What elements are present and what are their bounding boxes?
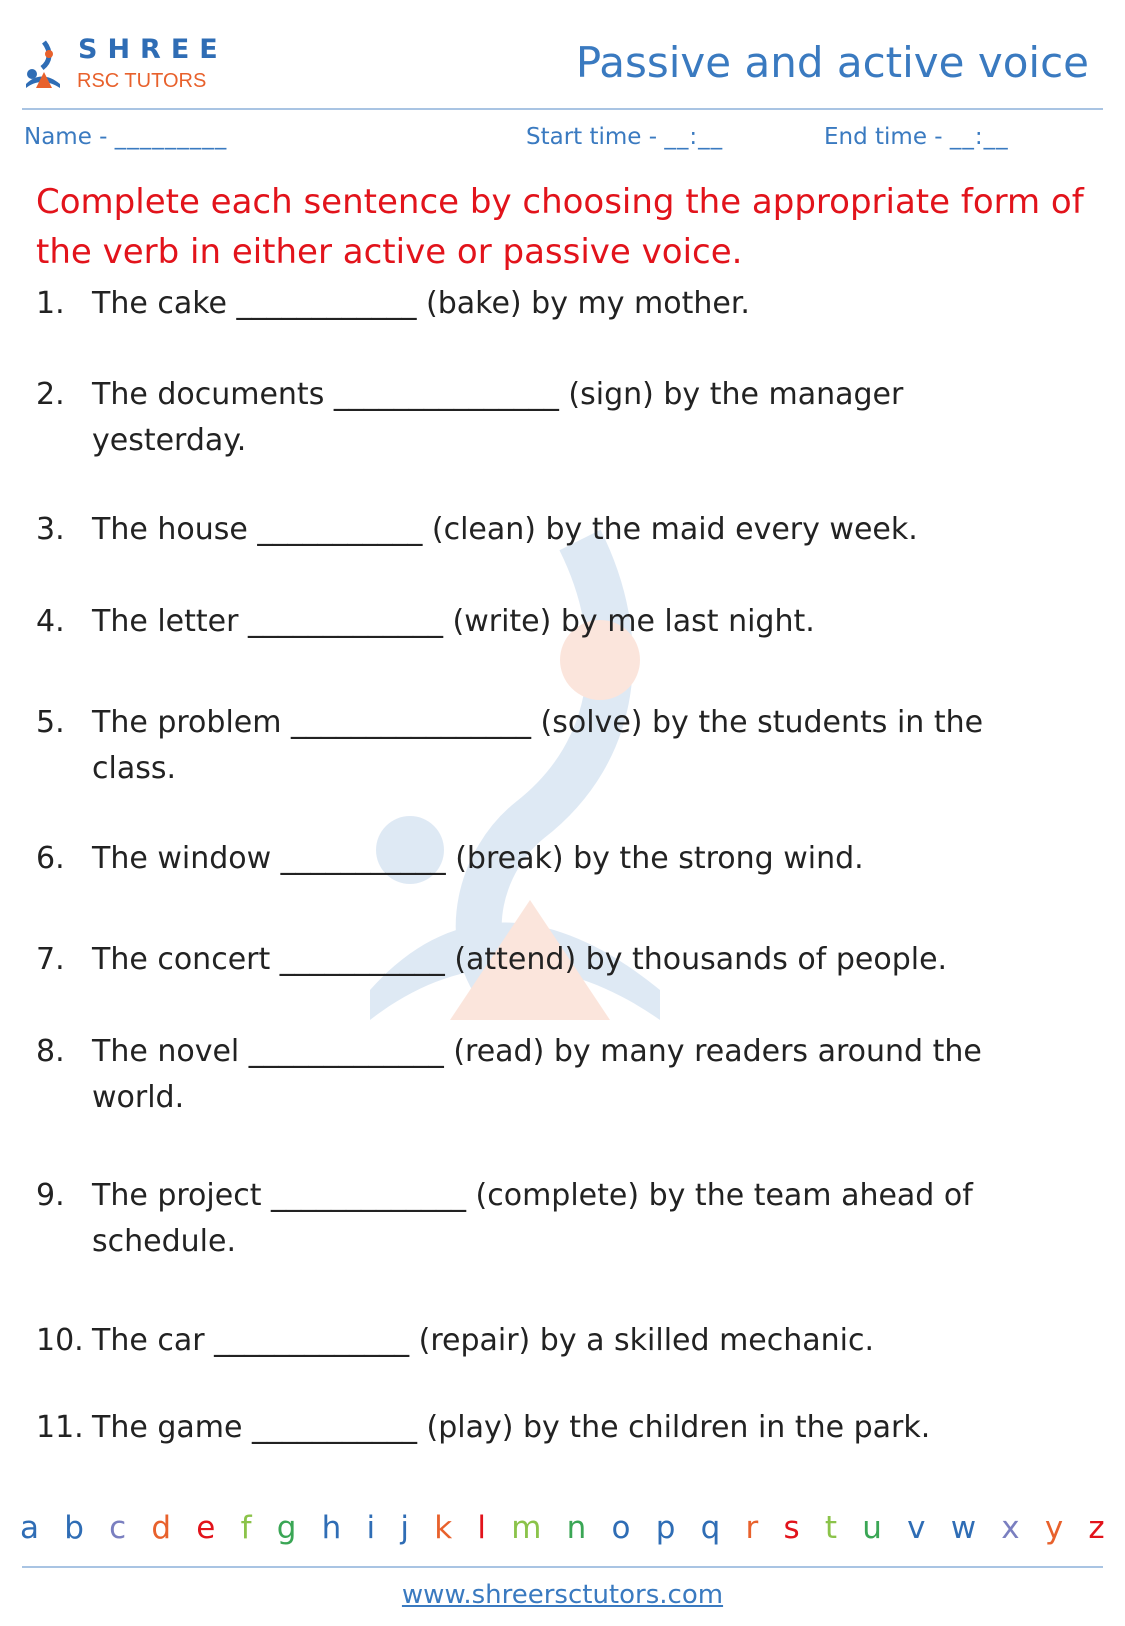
alphabet-letter-v: v: [907, 1510, 926, 1546]
name-field[interactable]: [24, 124, 227, 150]
question-text-continued: class.: [92, 751, 177, 786]
alphabet-letter-k: k: [434, 1510, 453, 1546]
alphabet-letter-p: p: [655, 1510, 676, 1546]
alphabet-letter-o: o: [611, 1510, 631, 1546]
alphabet-letter-s: s: [783, 1510, 800, 1546]
alphabet-letter-b: b: [64, 1510, 84, 1546]
alphabet-letter-w: w: [950, 1510, 977, 1546]
question-5: [36, 700, 1086, 792]
question-number: 4.: [36, 604, 65, 639]
alphabet-letter-t: t: [824, 1510, 838, 1546]
header-divider: [22, 108, 1103, 110]
question-number: 1.: [36, 286, 65, 321]
alphabet-letter-h: h: [321, 1510, 342, 1546]
question-text[interactable]: The concert ___________ (attend) by thousands of people.: [92, 942, 948, 977]
start-time-field[interactable]: [526, 124, 723, 150]
question-11: [36, 1405, 1086, 1451]
alphabet-letter-f: f: [240, 1510, 252, 1546]
question-1: [36, 281, 1086, 327]
question-text[interactable]: The car _____________ (repair) by a skilled mechanic.: [92, 1323, 875, 1358]
alphabet-letter-a: a: [20, 1510, 39, 1546]
question-7: [36, 937, 1086, 983]
question-8: [36, 1029, 1086, 1121]
start-time-label: Start time -: [526, 124, 665, 150]
question-6: [36, 836, 1086, 882]
footer-divider: [22, 1566, 1103, 1568]
book-icon: [22, 38, 74, 94]
footer-website-link[interactable]: www.shreersctutors.com: [401, 1580, 724, 1610]
brand-name-bottom: RSC TUTORS: [77, 70, 207, 92]
alphabet-letter-c: c: [109, 1510, 127, 1546]
question-text[interactable]: The house ___________ (clean) by the maid every week.: [92, 512, 918, 547]
name-label: Name -: [24, 124, 115, 150]
instruction-text: [36, 177, 1096, 277]
alphabet-letter-n: n: [566, 1510, 587, 1546]
question-10: [36, 1318, 1086, 1364]
alphabet-letter-d: d: [151, 1510, 172, 1546]
alphabet-letter-y: y: [1044, 1510, 1064, 1546]
alphabet-letter-m: m: [511, 1510, 542, 1546]
end-time-field[interactable]: [824, 124, 1009, 150]
question-text[interactable]: The window ___________ (break) by the strong wind.: [92, 841, 864, 876]
end-time-blank[interactable]: __:__: [949, 124, 1009, 150]
question-number: 2.: [36, 377, 65, 412]
alphabet-letter-j: j: [400, 1510, 409, 1546]
question-number: 9.: [36, 1178, 65, 1213]
question-number: 3.: [36, 512, 65, 547]
instruction-line-1: Complete each sentence by choosing the appropriate form of: [36, 182, 1084, 222]
alphabet-letter-l: l: [477, 1510, 486, 1546]
alphabet-letter-z: z: [1088, 1510, 1105, 1546]
question-text[interactable]: The cake ____________ (bake) by my mother.: [92, 286, 750, 321]
question-number: 7.: [36, 942, 65, 977]
question-text[interactable]: The letter _____________ (write) by me last night.: [92, 604, 815, 639]
question-number: 8.: [36, 1034, 65, 1069]
name-blank[interactable]: _________: [114, 124, 228, 150]
question-text[interactable]: The documents _______________ (sign) by the manager: [92, 377, 904, 412]
question-text-continued: schedule.: [92, 1224, 236, 1259]
question-text[interactable]: The problem ________________ (solve) by the students in the: [92, 705, 984, 740]
question-9: [36, 1173, 1086, 1265]
alphabet-letter-e: e: [196, 1510, 216, 1546]
start-time-blank[interactable]: __:__: [664, 124, 724, 150]
end-time-label: End time -: [824, 124, 950, 150]
question-number: 5.: [36, 705, 65, 740]
question-3: [36, 507, 1086, 553]
question-text-continued: world.: [92, 1080, 185, 1115]
alphabet-letter-q: q: [700, 1510, 721, 1546]
question-text-continued: yesterday.: [92, 423, 247, 458]
brand-logo: [22, 34, 242, 96]
alphabet-letter-x: x: [1001, 1510, 1020, 1546]
page-title: Passive and active voice: [575, 38, 1089, 87]
alphabet-letter-i: i: [366, 1510, 376, 1546]
question-text[interactable]: The game ___________ (play) by the children in the park.: [92, 1410, 931, 1445]
brand-name-top: SHREE: [78, 34, 228, 65]
question-text[interactable]: The novel _____________ (read) by many readers around the: [92, 1034, 982, 1069]
alphabet-strip: [20, 1510, 1105, 1546]
question-4: [36, 599, 1086, 645]
question-number: 6.: [36, 841, 65, 876]
question-2: [36, 372, 1086, 464]
question-text[interactable]: The project _____________ (complete) by the team ahead of: [92, 1178, 973, 1213]
question-number: 10.: [36, 1323, 84, 1358]
question-number: 11.: [36, 1410, 84, 1445]
alphabet-letter-g: g: [276, 1510, 297, 1546]
alphabet-letter-u: u: [862, 1510, 882, 1546]
instruction-line-2: the verb in either active or passive voice.: [36, 232, 743, 272]
alphabet-letter-r: r: [745, 1510, 759, 1546]
